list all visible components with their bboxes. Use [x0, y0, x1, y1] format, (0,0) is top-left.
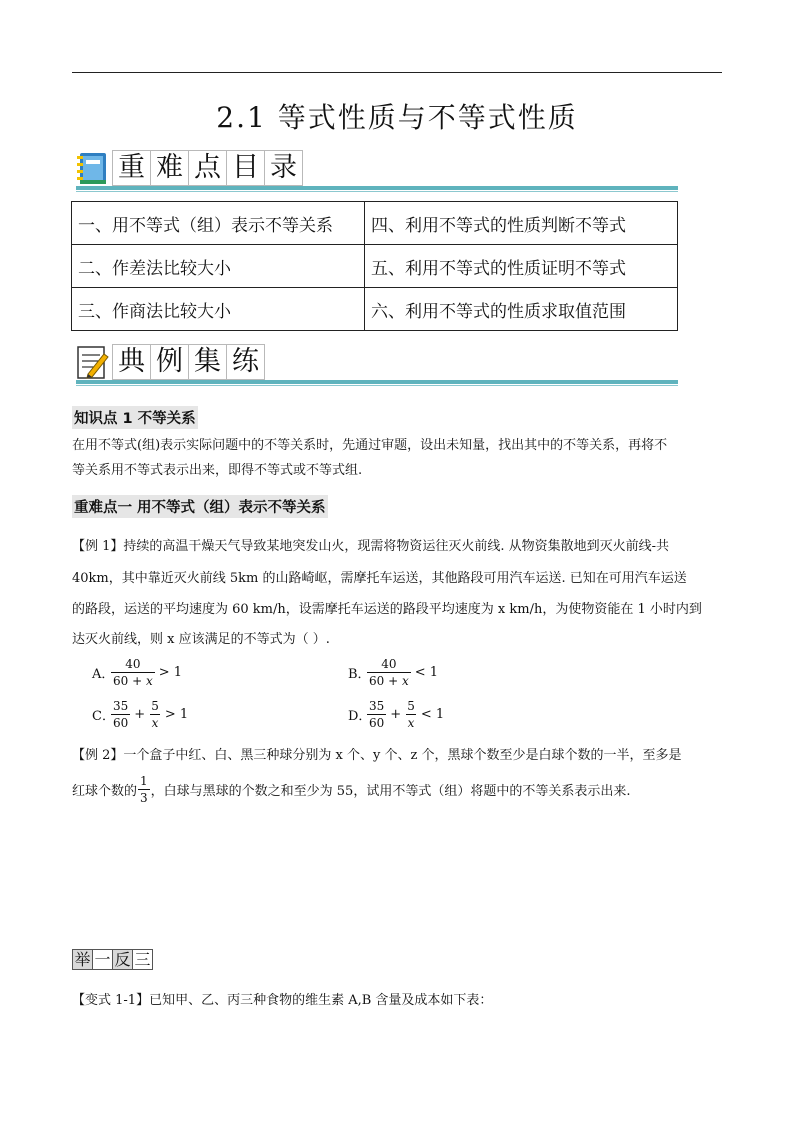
table-row	[72, 288, 678, 331]
table-row	[72, 202, 678, 245]
denominator: x	[407, 716, 415, 730]
banner-char: 重	[112, 150, 151, 186]
example1-line: 【例 1】持续的高温干燥天气导致某地突发山火，现需将物资运往灭火前线. 从物资集散地到灭火前线-共	[72, 539, 670, 554]
relation: < 1	[420, 707, 445, 722]
practice-char: 三	[132, 949, 153, 970]
example2-text: ，白球与黑球的个数之和至少为 55，试用不等式（组）将题中的不等关系表示出来.	[150, 784, 631, 799]
fraction	[367, 699, 386, 730]
banner-char: 难	[150, 150, 189, 186]
relation: > 1	[164, 707, 189, 722]
variable-x: x	[401, 674, 409, 688]
fraction	[367, 657, 411, 688]
example2-line: 【例 2】一个盒子中红、白、黑三种球分别为 x 个、y 个、z 个，黑球个数至少是白球个数的一半，至多是	[72, 748, 682, 763]
example2-line	[72, 774, 724, 805]
numerator: 40	[381, 657, 397, 671]
section-banner-examples	[74, 344, 678, 382]
toc-cell: 四、利用不等式的性质判断不等式	[365, 202, 678, 245]
notepad-pencil-icon	[74, 344, 110, 380]
variant-line: 【变式 1-1】已知甲、乙、丙三种食物的维生素 A,B 含量及成本如下表：	[72, 993, 493, 1008]
toc-cell: 六、利用不等式的性质求取值范围	[365, 288, 678, 331]
knowledge-text-line: 在用不等式(组)表示实际问题中的不等关系时，先通过审题，设出未知量，找出其中的不等关系，再将不	[72, 438, 668, 453]
difficulty-title: 重难点一 用不等式（组）表示不等关系	[72, 495, 328, 518]
knowledge-text-line: 等关系用不等式表示出来，即得不等式或不等式组.	[72, 463, 363, 478]
fraction	[405, 699, 417, 730]
banner-char: 录	[264, 150, 303, 186]
option-label: A．	[92, 667, 115, 682]
toc-cell: 五、利用不等式的性质证明不等式	[365, 245, 678, 288]
denominator: 3	[140, 791, 148, 805]
option-a[interactable]	[92, 657, 185, 688]
banner-char: 集	[188, 344, 227, 380]
banner-char: 典	[112, 344, 151, 380]
denominator-const: 60 +	[113, 674, 146, 688]
fraction	[149, 699, 161, 730]
page-title: 2.1 等式性质与不等式性质	[216, 101, 578, 134]
option-label: B．	[348, 667, 371, 682]
denominator: x	[151, 716, 159, 730]
banner-char: 练	[226, 344, 265, 380]
fraction	[111, 657, 155, 688]
practice-label	[72, 949, 152, 970]
variable-x: x	[145, 674, 153, 688]
toc-table	[71, 201, 678, 331]
banner-char: 目	[226, 150, 265, 186]
banner-underline	[76, 186, 678, 190]
numerator: 5	[407, 699, 415, 713]
denominator	[367, 672, 411, 688]
notebook-icon	[74, 150, 110, 186]
practice-char: 举	[72, 949, 93, 970]
practice-char: 一	[92, 949, 113, 970]
numerator: 40	[125, 657, 141, 671]
denominator: 60	[369, 716, 385, 730]
header-rule	[72, 72, 722, 73]
numerator: 35	[113, 699, 129, 713]
banner-char: 例	[150, 344, 189, 380]
option-d[interactable]	[348, 699, 447, 730]
numerator: 1	[140, 774, 148, 788]
banner-underline	[76, 380, 678, 384]
toc-cell: 二、作差法比较大小	[72, 245, 365, 288]
relation: > 1	[158, 665, 183, 680]
table-row	[72, 245, 678, 288]
example1-line: 达灭火前线，则 x 应该满足的不等式为（ ）.	[72, 632, 330, 647]
knowledge-point-title: 知识点 1 不等关系	[72, 406, 198, 429]
plus-sign: +	[390, 707, 402, 722]
banner-underline	[76, 191, 678, 192]
option-label: D．	[348, 709, 372, 724]
toc-cell: 三、作商法比较大小	[72, 288, 365, 331]
example1-line: 的路段，运送的平均速度为 60 km/h，设需摩托车运送的路段平均速度为 x km/h，为使物资能在 1 小时内到	[72, 602, 702, 617]
example1-line: 40km，其中靠近灭火前线 5km 的山路崎岖，需摩托车运送，其他路段可用汽车运送. 已知在可用汽车运送	[72, 571, 687, 586]
option-label: C．	[92, 709, 115, 724]
denominator: 60	[113, 716, 129, 730]
denominator-const: 60 +	[369, 674, 402, 688]
fraction	[111, 699, 130, 730]
denominator	[111, 672, 155, 688]
banner-char: 点	[188, 150, 227, 186]
option-b[interactable]	[348, 657, 441, 688]
practice-char: 反	[112, 949, 133, 970]
banner-underline	[76, 385, 678, 386]
fraction	[138, 774, 150, 805]
toc-cell: 一、用不等式（组）表示不等关系	[72, 202, 365, 245]
example2-text: 红球个数的	[72, 784, 138, 799]
plus-sign: +	[134, 707, 146, 722]
numerator: 35	[369, 699, 385, 713]
option-c[interactable]	[92, 699, 191, 730]
section-banner-toc	[74, 150, 678, 188]
relation: < 1	[414, 665, 439, 680]
numerator: 5	[151, 699, 159, 713]
